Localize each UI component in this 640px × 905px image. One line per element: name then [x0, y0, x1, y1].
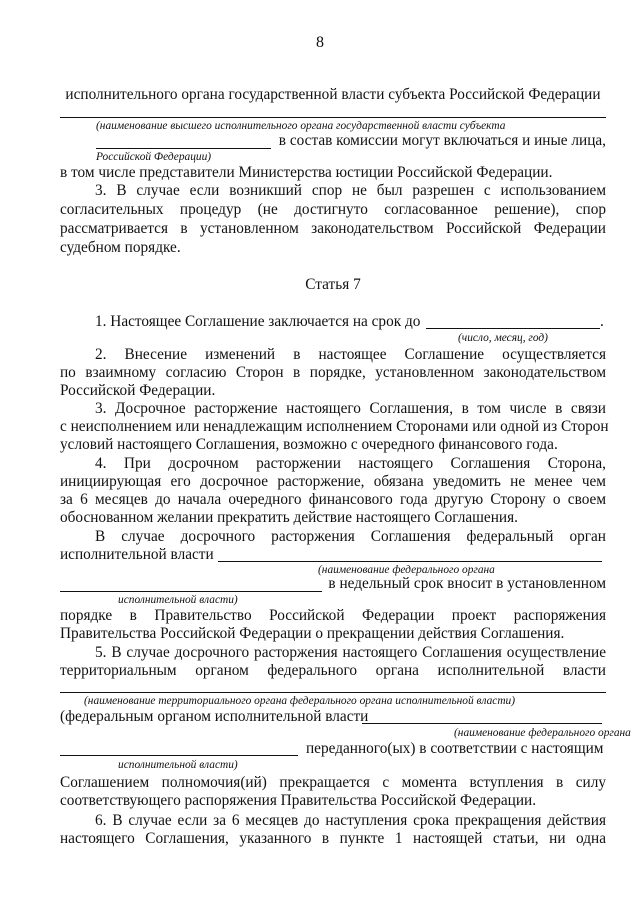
text-line: Соглашением полномочия(ий) прекращается с момента вступления в силу	[60, 774, 606, 791]
text-line: рассматривается в установленном законодательством Российской Федерации	[60, 220, 606, 237]
caption: исполнительной власти)	[118, 759, 238, 771]
caption: Российской Федерации)	[96, 151, 212, 163]
caption: (наименование высшего исполнительного органа государственной власти субъекта	[96, 120, 506, 132]
text-line: территориальным органом федерального органа исполнительной власти	[60, 662, 606, 679]
text-line: 2. Внесение изменений в настоящее Соглашение осуществляется	[95, 346, 606, 363]
text-line: судебном порядке.	[60, 239, 181, 256]
text-line: в недельный срок вносит в установленном	[328, 575, 606, 592]
blank-line	[96, 148, 271, 149]
text-line: за 6 месяцев до начала очередного финансового года другую Сторону о своем	[60, 491, 606, 508]
text-line: обоснованном желании прекратить действие настоящего Соглашения.	[60, 509, 518, 526]
caption: исполнительной власти)	[118, 594, 238, 606]
caption: (число, месяц, год)	[458, 332, 548, 344]
caption: (наименование федерального органа	[454, 727, 631, 739]
caption: (наименование территориального органа федерального органа исполнительной власти)	[84, 695, 516, 707]
text-line: исполнительной власти	[60, 546, 214, 563]
blank-line	[60, 692, 606, 693]
text-line: В случае досрочного расторжения Соглашения федеральный орган	[95, 528, 606, 545]
text-line: по взаимному согласию Сторон в порядке, установленном законодательством	[60, 364, 606, 381]
text-line: исполнительного органа государственной власти субъекта Российской Федерации	[65, 86, 601, 103]
text-line: в состав комиссии могут включаться и иные лица,	[278, 132, 606, 149]
text-line: .	[600, 313, 604, 330]
blank-line	[218, 561, 602, 562]
text-line: условий настоящего Соглашения, возможно с очередного финансового года.	[60, 436, 558, 453]
text-line: переданного(ых) в соответствии с настоящим	[306, 740, 604, 757]
text-line: соответствующего распоряжения Правительства Российской Федерации.	[60, 792, 537, 809]
text-line: (федеральным органом исполнительной власти	[60, 708, 369, 725]
text-line: настоящего Соглашения, указанного в пункте 1 настоящей статьи, ни одна	[60, 830, 606, 847]
text-line: с неисполнением или ненадлежащим исполнением Сторонами или одной из Сторон	[60, 418, 609, 435]
page-number: 8	[316, 34, 324, 51]
text-line: Российской Федерации.	[60, 382, 216, 399]
text-line: в том числе представители Министерства юстиции Российской Федерации.	[60, 164, 553, 181]
text-line: инициирующая его досрочное расторжение, обязана уведомить не менее чем	[60, 473, 606, 490]
text-line: 6. В случае если за 6 месяцев до наступления срока прекращения действия	[95, 812, 606, 829]
text-line: 3. Досрочное расторжение настоящего Соглашения, в том числе в связи	[95, 400, 606, 417]
caption: (наименование федерального органа	[318, 564, 495, 576]
text-line: 1. Настоящее Соглашение заключается на срок до	[95, 313, 421, 330]
text-line: 5. В случае досрочного расторжения настоящего Соглашения осуществление	[95, 644, 606, 661]
blank-line	[426, 328, 600, 329]
blank-line	[60, 591, 322, 592]
text-line: порядке в Правительство Российской Федерации проект распоряжения	[60, 607, 606, 624]
text-line: 3. В случае если возникший спор не был разрешен с использованием	[95, 182, 606, 199]
text-line: 4. При досрочном расторжении настоящего Соглашения Сторона,	[95, 455, 606, 472]
text-line: Правительства Российской Федерации о прекращении действия Соглашения.	[60, 625, 565, 642]
blank-line	[60, 117, 606, 118]
text-line: согласительных процедур (не достигнуто согласованное решение), спор	[60, 201, 606, 218]
article-heading: Статья 7	[305, 276, 361, 293]
blank-line	[362, 723, 602, 724]
blank-line	[60, 755, 298, 756]
